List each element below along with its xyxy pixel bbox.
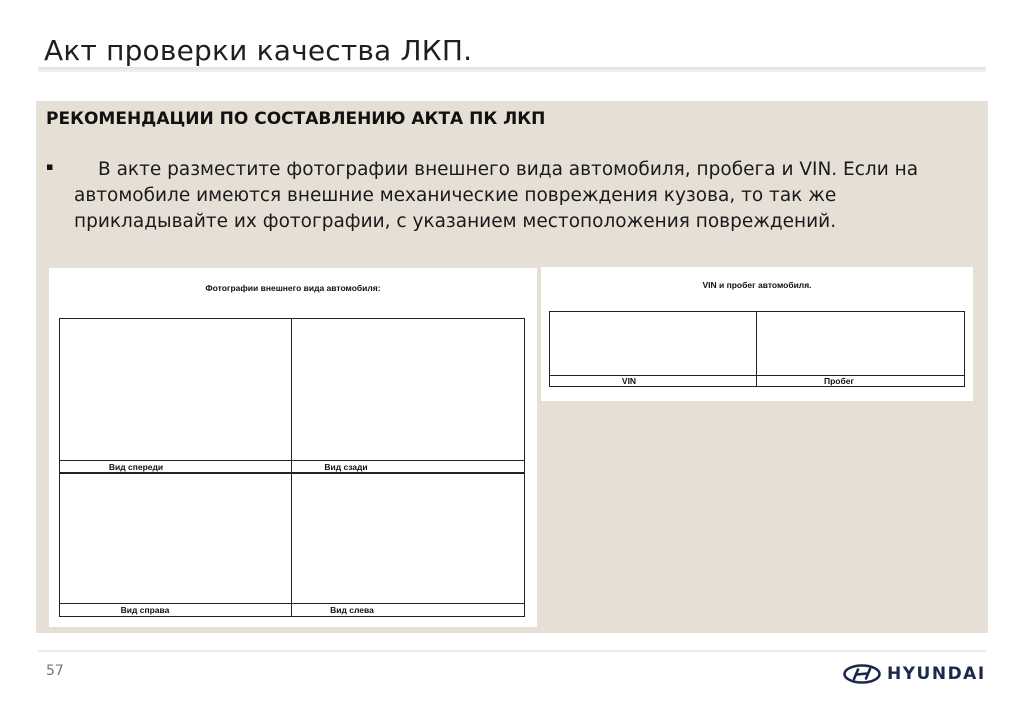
panel-heading: РЕКОМЕНДАЦИИ ПО СОСТАВЛЕНИЮ АКТА ПК ЛКП <box>46 109 546 129</box>
hyundai-emblem-icon <box>843 664 881 684</box>
label-left-view: Вид слева <box>330 605 374 615</box>
grid-divider <box>60 603 524 604</box>
brand-name: HYUNDAI <box>887 664 986 684</box>
label-front-view: Вид спереди <box>108 462 164 472</box>
exterior-form-title: Фотографии внешнего вида автомобиля: <box>205 283 381 293</box>
label-right-view: Вид справа <box>120 605 170 615</box>
bullet-text: В акте разместите фотографии внешнего вида автомобиля, пробега и VIN. Если на автомобиле имеются внешние механические повреждения кузова, то так же прикладывайте их фотографии, с указанием местоположения повреждений. <box>74 159 919 232</box>
footer-divider <box>38 650 986 652</box>
grid-divider <box>60 472 524 474</box>
vin-mileage-grid <box>549 311 965 387</box>
hyundai-logo <box>843 664 986 684</box>
label-vin: VIN <box>621 376 637 386</box>
slide-title: Акт проверки качества ЛКП. <box>44 34 473 67</box>
recommendations-panel <box>36 101 988 633</box>
label-rear-view: Вид сзади <box>324 462 368 472</box>
grid-divider <box>60 460 524 461</box>
bullet-icon: ▪ <box>46 160 54 173</box>
vin-mileage-form <box>541 267 973 401</box>
exterior-photos-form <box>49 268 537 627</box>
label-mileage: Пробег <box>823 376 854 386</box>
page-number: 57 <box>46 663 64 679</box>
title-divider <box>38 67 986 72</box>
exterior-photo-grid <box>59 318 525 617</box>
vin-form-title: VIN и пробег автомобиля. <box>702 280 812 290</box>
